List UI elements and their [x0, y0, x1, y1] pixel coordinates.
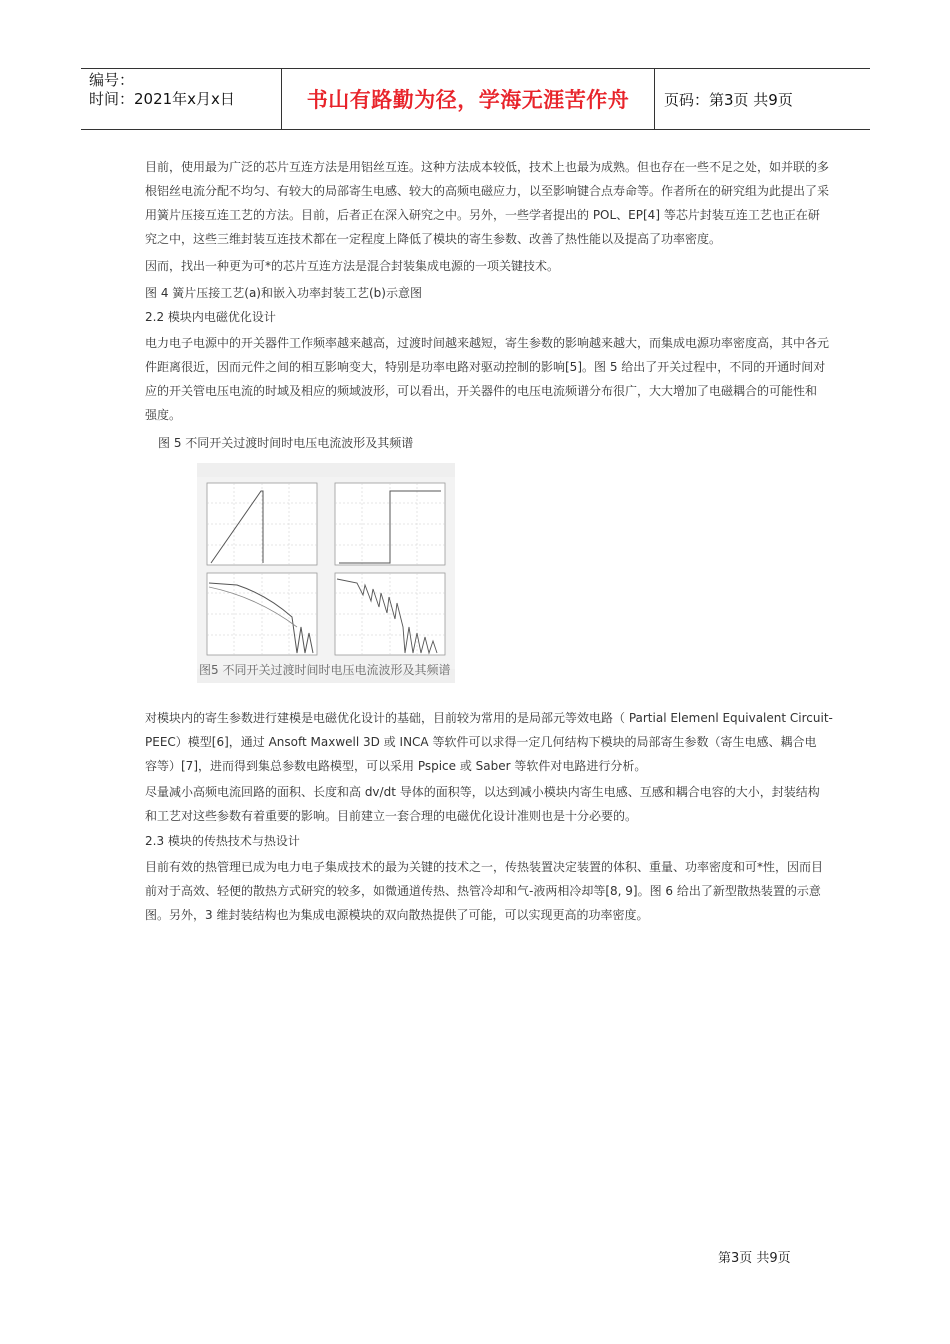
- figure-4-caption: 图 4 簧片压接工艺(a)和嵌入功率封装工艺(b)示意图: [145, 286, 422, 300]
- paragraph-6-line-1: 目前有效的热管理已成为电力电子集成技术的最为关键的技术之一，传热装置决定装置的体积、重量、功率密度和可*性，因而目: [145, 860, 824, 874]
- paragraph-1-line-4: 究之中，这些三维封装互连技术都在一定程度上降低了模块的寄生参数、改善了热性能以及提高了功率密度。: [145, 232, 722, 246]
- paragraph-6-line-3: 图。另外，3 维封装结构也为集成电源模块的双向散热提供了可能，可以实现更高的功率密度。: [145, 908, 649, 922]
- paragraph-5-line-1: 尽量减小高频电流回路的面积、长度和高 dv/dt 导体的面积等，以达到减小模块内寄生电感、互感和耦合电容的大小，封装结构: [145, 785, 820, 799]
- paragraph-1-line-2: 根铝丝电流分配不均匀、有较大的局部寄生电感、较大的高频电磁应力，以至影响键合点寿命等。作者所在的研究组为此提出了采: [145, 184, 830, 198]
- paragraph-4-line-2: PEEC）模型[6]，通过 Ansoft Maxwell 3D 或 INCA 等软件可以求得一定几何结构下模块的局部寄生参数（寄生电感、耦合电: [145, 735, 817, 749]
- time-label: 时间：2021年x月x日: [89, 90, 235, 108]
- section-2-2-heading: 2.2 模块内电磁优化设计: [145, 310, 276, 324]
- page-footer-number: 第3页 共9页: [718, 1251, 791, 1266]
- panel-spectrum-2: [335, 573, 445, 655]
- figure-5-caption: 图 5 不同开关过渡时间时电压电流波形及其频谱: [158, 436, 414, 450]
- paragraph-3-line-4: 强度。: [145, 408, 182, 422]
- header-page-label: 页码：第3页 共9页: [664, 90, 793, 109]
- figure-5-inner-caption: 图5 不同开关过渡时间时电压电流波形及其频谱: [199, 663, 451, 677]
- paragraph-3-line-1: 电力电子电源中的开关器件工作频率越来越高，过渡时间越来越短，寄生参数的影响越来越大，而集成电源功率密度高，其中各元: [145, 336, 830, 350]
- panel-time-domain-1: [207, 483, 317, 565]
- paragraph-4-line-1: 对模块内的寄生参数进行建模是电磁优化设计的基础，目前较为常用的是局部元等效电路（ Partial Elemenl Equivalent Circuit-: [145, 711, 833, 725]
- number-label: 编号：: [89, 71, 135, 89]
- page-header: [81, 68, 870, 130]
- paragraph-1-line-3: 用簧片压接互连工艺的方法。目前，后者正在深入研究之中。另外，一些学者提出的 POL、EP[4] 等芯片封装互连工艺也正在研: [145, 208, 820, 222]
- figure-5-image: [197, 463, 455, 683]
- paragraph-1-line-1: 目前，使用最为广泛的芯片互连方法是用铝丝互连。这种方法成本较低，技术上也最为成熟。但也存在一些不足之处，如并联的多: [145, 160, 830, 174]
- header-motto: 书山有路勤为径，学海无涯苦作舟: [281, 69, 655, 129]
- header-meta: [81, 69, 281, 129]
- paragraph-3-line-2: 件距离很近，因而元件之间的相互影响变大，特别是功率电路对驱动控制的影响[5]。图 5 给出了开关过程中，不同的开通时间对: [145, 360, 826, 374]
- panel-spectrum-1: [207, 573, 317, 655]
- paragraph-6-line-2: 前对于高效、轻便的散热方式研究的较多，如微通道传热、热管冷却和气-液两相冷却等[8, 9]。图 6 给出了新型散热装置的示意: [145, 884, 821, 898]
- paragraph-3-line-3: 应的开关管电压电流的时域及相应的频域波形，可以看出，开关器件的电压电流频谱分布很广，大大增加了电磁耦合的可能性和: [145, 384, 818, 398]
- paragraph-4-line-3: 容等）[7]，进而得到集总参数电路模型，可以采用 Pspice 或 Saber 等软件对电路进行分析。: [145, 759, 647, 773]
- paragraph-2: 因而，找出一种更为可*的芯片互连方法是混合封装集成电源的一项关键技术。: [145, 259, 560, 273]
- panel-time-domain-2: [335, 483, 445, 565]
- paragraph-5-line-2: 和工艺对这些参数有着重要的影响。目前建立一套合理的电磁优化设计准则也是十分必要的。: [145, 809, 638, 823]
- section-2-3-heading: 2.3 模块的传热技术与热设计: [145, 834, 300, 848]
